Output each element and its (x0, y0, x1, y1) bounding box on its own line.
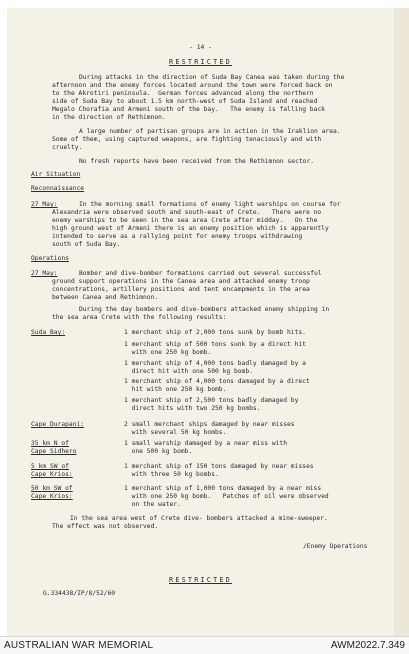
text-line: During the day bombers and dive-bombers attacked enemy shipping in (79, 306, 330, 313)
text-line: A large number of partisan groups are in action in the Iraklion area. (79, 128, 341, 135)
label-line: Cape Krios: (31, 471, 73, 478)
result-line: direct hit with one 500 kg bomb. (124, 368, 253, 375)
text-line: Alexandria were observed south and south-east of Crete. There were no (52, 209, 322, 216)
page-number: - 14 - (189, 44, 212, 51)
text-line: the sea area Crete with the following results: (52, 314, 227, 321)
result-line: with three 50 kg bombs. (124, 471, 219, 478)
heading-air-situation: Air Situation (31, 171, 81, 178)
result-line: 1 merchant ship of 150 tons damaged by near misses (124, 463, 314, 470)
text-line: In the sea area west of Crete dive- bombers attacked a mine-sweeper. (70, 515, 328, 522)
result-line: on the water. (124, 501, 181, 508)
recon-date: 27 May: (31, 201, 58, 208)
text-line: Some of them, using captured weapons, are fighting tenaciously and with (52, 136, 322, 143)
text-line: south of Suda Bay. (52, 241, 121, 248)
result-line: with several 50 kg bombs. (124, 429, 227, 436)
text-line: side of Suda Bay to about 1.5 km north-west of Suda Island and reached (52, 98, 318, 105)
result-line: direct hits with two 250 kg bombs. (124, 405, 261, 412)
text-line: The effect was not observed. (52, 523, 159, 530)
document-page (7, 8, 394, 636)
text-line: ground support operations in the Canea area and attacked enemy troop (52, 278, 310, 285)
text-line: In the morning small formations of enemy light warships on course for (79, 201, 341, 208)
result-line: hit with one 250 kg bomb. (124, 386, 227, 393)
text-line: in the direction of Rethimnon. (52, 114, 166, 121)
footer-institution: AUSTRALIAN WAR MEMORIAL (4, 640, 154, 651)
result-line: 1 merchant ship of 500 tons sunk by a direct hit (124, 341, 306, 348)
suda-bay-label: Suda Bay: (31, 329, 66, 336)
cape-durapani-label: Cape Durapani: (31, 421, 85, 428)
result-line: 1 merchant ship of 2,500 tons badly damaged by (124, 397, 299, 404)
label-line: 50 km SW of (31, 485, 73, 492)
result-line: 2 small merchant ships damaged by near misses (124, 421, 295, 428)
label-line: Cape Sidhero (31, 448, 77, 455)
text-line: intended to serve as a rallying point for enemy troops withdrawing (52, 233, 303, 240)
text-line: enemy warships to be seen in the sea area Crete after midday. On the (52, 217, 318, 224)
text-line: to the Akrotiri peninsula. German forces advanced along the northern (52, 90, 314, 97)
text-line: No fresh reports have been received from the Rethimnon sector. (79, 158, 315, 165)
text-line: During attacks in the direction of Suda Bay Canea was taken during the (79, 74, 345, 81)
text-line: concentrations, artillery positions and tent encampments in the area (52, 286, 310, 293)
heading-operations: Operations (31, 255, 69, 262)
result-line: 1 small warship damaged by a near miss with (124, 440, 288, 447)
classification-bottom: RESTRICTED (169, 576, 232, 584)
result-line: 1 merchant ship of 2,000 tons sunk by bomb hits. (124, 329, 306, 336)
ops-date: 27 May: (31, 270, 58, 277)
label-line: 35 km N of (31, 440, 69, 447)
text-line: Megalo Chorafia and Armeni south of the bay. The enemy is falling back (52, 106, 325, 113)
result-line: 1 merchant ship of 1,000 tons damaged by a near miss (124, 485, 322, 492)
text-line: between Canea and Rethimnon. (52, 294, 159, 301)
continuation-note: /Enemy Operations (303, 543, 368, 550)
footer-accession-number: AWM2022.7.349 (330, 640, 405, 651)
label-line: 5 km SW of (31, 463, 69, 470)
text-line: afternoon and the enemy forces located around the town were forced back on (52, 82, 333, 89)
label-line: Cape Krios: (31, 493, 73, 500)
result-line: 1 merchant ship of 4,000 tons badly damaged by a (124, 360, 306, 367)
heading-reconnaissance: Reconnaissance (31, 185, 85, 192)
file-reference: G.334438/IP/8/52/60 (43, 590, 116, 597)
result-line: one 500 kg bomb. (124, 448, 193, 455)
result-line: with one 250 kg bomb. (124, 349, 212, 356)
text-line: cruelty. (52, 144, 83, 151)
text-line: Bomber and dive-bomber formations carried out several successful (79, 270, 322, 277)
classification-top: RESTRICTED (169, 58, 232, 66)
scan-background-edge (394, 8, 409, 636)
text-line: high ground west of Armeni there is an enemy position which is apparently (52, 225, 329, 232)
result-line: 1 merchant ship of 4,000 tons damaged by a direct (124, 378, 310, 385)
result-line: with one 250 kg bomb. Patches of oil were observed (124, 493, 329, 500)
footer-bar (0, 636, 409, 654)
